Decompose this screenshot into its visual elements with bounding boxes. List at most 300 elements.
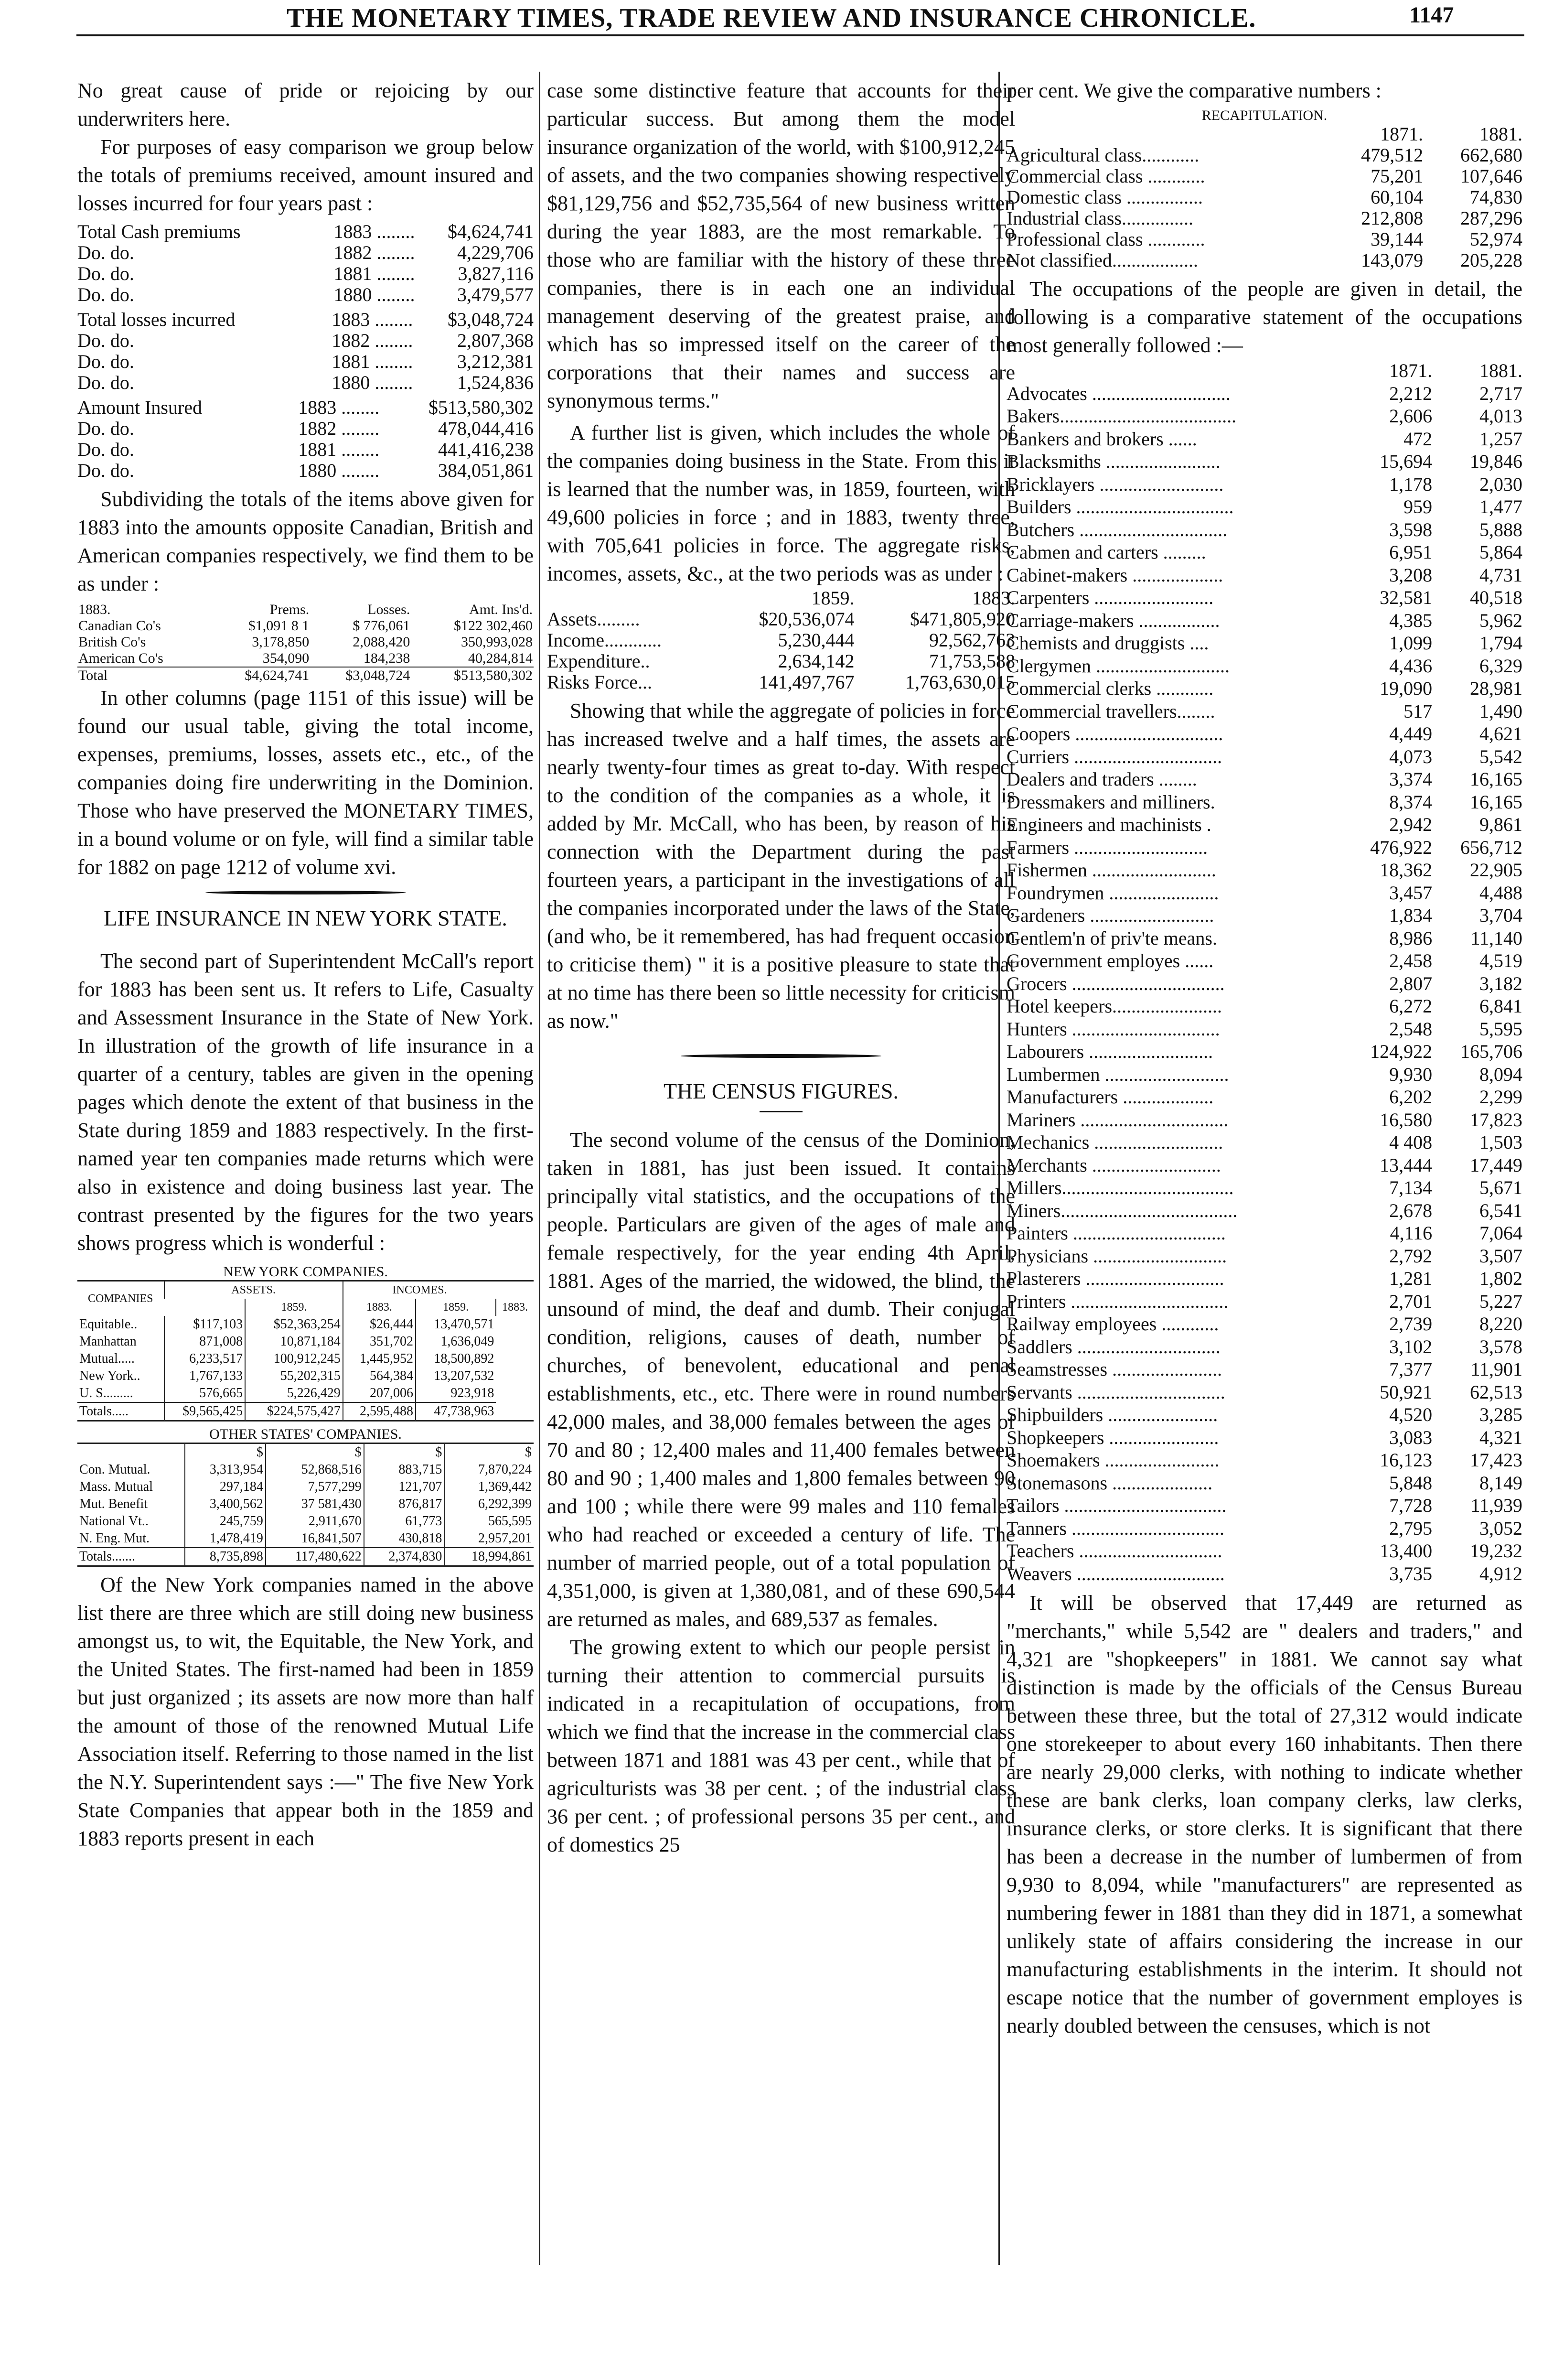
table-cell: Dealers and traders ........ [1007,768,1197,790]
table-cell: 107,646 [1460,165,1522,187]
table-cell: 476,922 [1370,836,1433,858]
table-cell: Totals....... [77,1548,185,1566]
table-cell: 2,795 [1389,1517,1433,1539]
table-cell: Hotel keepers....................... [1007,995,1222,1017]
table-cell: Miners..................................... [1007,1199,1238,1221]
table-cell: Mut. Benefit [79,1497,148,1511]
table-cell: 1,099 [1389,632,1433,654]
table-cell: 4,621 [1479,723,1522,744]
table-cell: $ [266,1444,364,1461]
table-cell: 5,848 [1389,1472,1433,1494]
table-cell: 205,228 [1460,249,1522,271]
table-cell: 16,580 [1380,1109,1433,1131]
column-1 [77,76,534,1852]
table-cell [1007,359,1342,382]
ornamental-rule [681,1054,881,1058]
table-cell: 441,416,238 [438,439,534,460]
table-cell: Commercial travellers........ [1007,700,1215,722]
table-title: NEW YORK COMPANIES. [223,1264,388,1280]
table-row [1007,722,1522,745]
table-row [1007,541,1522,564]
table-row [1007,1449,1522,1472]
table-cell: 2,374,830 [364,1548,445,1566]
table-cell: 2,595,488 [343,1402,416,1421]
paragraph: For purposes of easy comparison we group below the totals of premiums received, amount insured and losses incurred for four years past : [77,135,534,215]
table-cell: $9,565,425 [164,1402,246,1421]
table-row [1007,1086,1522,1109]
table-cell: 212,808 [1361,207,1424,229]
table-cell: 4,229,706 [457,242,534,263]
table-row [547,651,1015,672]
table-cell: 92,562,763 [929,629,1015,651]
column-header: COMPANIES [88,1292,153,1305]
table-cell: 3,507 [1479,1245,1522,1267]
table-cell: 28,981 [1470,678,1522,699]
table-cell: 1881. [1479,360,1522,381]
table-cell: 2,212 [1389,382,1433,404]
table-cell: 2,957,201 [444,1530,534,1548]
table-cell: 117,480,622 [266,1548,364,1566]
table-row [77,667,534,684]
insured-table [77,397,534,481]
table-cell: Labourers .......................... [1007,1041,1213,1062]
table-cell: 1,834 [1389,905,1433,926]
table-cell: 60,104 [1371,186,1424,208]
table-row [1007,927,1522,950]
table-cell: Foundrymen ....................... [1007,882,1219,904]
table-cell: Do. do. [77,263,134,284]
table-cell: 3,208 [1389,564,1433,586]
table-cell: Do. do. [77,242,134,263]
table-cell: Domestic class ................ [1007,186,1203,208]
table-cell: 883,715 [364,1461,445,1478]
table-row [1007,1335,1522,1358]
table-title: RECAPITULATION. [1201,108,1328,123]
table-cell: 141,497,767 [759,671,855,693]
table-row [77,634,534,650]
table-cell: 1859. [416,1299,496,1316]
table-cell: Fishermen .......................... [1007,859,1216,881]
paragraph: It will be observed that 17,449 are returned as "merchants," while 5,542 are " dealers and traders," and 4,321 are "shopkeepers" in 1881. We cannot say what distinction is made by the officials of the Census Bureau between these three, but the total of 27,312 would indicate one storekeeper to about every 160 inhabitants. Then there are nearly 29,000 clerks, with nothing to indicate whether these are bank clerks, loan company clerks, law clerks, insurance clerks, or store clerks. It is significant that there has been a decrease in the number of lumbermen of from 9,930 to 8,094, while "manufacturers" are represented as numbering fewer in 1881 than they did in 1871, a somewhat unlikely state of affairs considering the increase in our manufacturing establishments in the interim. It should not escape notice that the number of government employes is nearly doubled between the censuses, which is not [1007,1591,1522,2037]
table-cell: Advocates ............................. [1007,382,1231,404]
table-cell: 10,871,184 [245,1333,343,1350]
table-cell: $ [364,1444,445,1461]
table-cell: Gentlem'n of priv'te means. [1007,927,1217,949]
table-cell: Do. do. [77,330,134,351]
table-cell: Manufacturers ................... [1007,1086,1214,1108]
table-cell: 7,377 [1389,1358,1433,1380]
table-cell: 2,792 [1389,1245,1433,1267]
table-row [1007,632,1522,655]
table-row [1007,813,1522,836]
table-cell: 37 581,430 [266,1496,364,1513]
table-cell: 1883 ........ [332,309,413,330]
table-cell: 564,384 [343,1368,416,1385]
paragraph: Subdividing the totals of the items above given for 1883 into the amounts opposite Canadian, British and American companies respectively, we find them to be as under : [77,487,534,595]
column-header: ASSETS. [164,1281,343,1299]
table-cell: 1881. [1479,123,1522,145]
table-cell: $122 302,460 [454,618,533,634]
table-row [77,372,534,393]
table-cell: Do. do. [77,351,134,372]
table-row [1007,768,1522,791]
table-cell: 1883. [972,587,1015,609]
table-cell: $52,363,254 [245,1316,343,1333]
table-cell: 2,807 [1389,972,1433,994]
table-row [77,309,534,330]
table-cell: 959 [1403,496,1433,517]
table-cell: $513,580,302 [454,668,533,683]
table-cell: 656,712 [1460,836,1522,858]
table-row [1007,1176,1522,1199]
table-cell: 2,634,142 [778,650,855,672]
table-cell: Not classified.................. [1007,249,1199,271]
section-title: THE CENSUS FIGURES. [663,1079,899,1103]
table-cell: Income............ [547,629,662,651]
table-cell: 4,385 [1389,609,1433,631]
table-cell: 13,207,532 [416,1368,496,1385]
column-2 [547,76,1015,1859]
table-cell: 52,974 [1470,228,1522,250]
table-cell: 1883 ........ [333,221,415,242]
table-cell: 7,728 [1389,1495,1433,1516]
table-cell: 4 408 [1389,1131,1433,1153]
table-cell: 18,994,861 [444,1548,534,1566]
table-cell: 6,202 [1389,1086,1433,1108]
table-cell: Equitable.. [79,1317,138,1332]
table-cell: 4,013 [1479,405,1522,427]
table-cell: 1,445,952 [343,1350,416,1368]
table-cell [77,1444,185,1461]
table-cell: 297,184 [185,1478,266,1496]
table-cell: Do. do. [77,460,134,481]
table-row [1007,450,1522,473]
table-cell: Do. do. [77,439,134,460]
table-cell: $4,624,741 [245,668,310,683]
table-cell: 2,717 [1479,382,1522,404]
table-row [1007,1290,1522,1313]
table-cell: N. Eng. Mut. [79,1531,150,1546]
table-row [77,1368,534,1385]
table-cell: 1883. [78,602,111,617]
table-cell: 1,178 [1389,473,1433,495]
table-row [1007,1494,1522,1517]
table-cell: Carriage-makers ................. [1007,609,1220,631]
table-row [77,1350,534,1368]
table-cell: 4,488 [1479,882,1522,904]
table-cell: Curriers ............................... [1007,745,1222,767]
table-row [547,609,1015,630]
table-cell: 32,581 [1380,587,1433,608]
table-cell: 1,477 [1479,496,1522,517]
table-cell: 55,202,315 [245,1368,343,1385]
table-cell: $471,805,920 [910,608,1015,630]
premiums-table [77,221,534,305]
table-cell: British Co's [78,634,146,650]
ornamental-rule [205,891,406,894]
paragraph: per cent. We give the comparative numbers : [1007,79,1382,102]
table-cell: 61,773 [364,1513,445,1530]
table-cell: 6,329 [1479,655,1522,677]
table-cell: Totals..... [77,1402,164,1421]
table-cell: 16,123 [1380,1449,1433,1471]
table-row [1007,1472,1522,1495]
table-cell: 287,296 [1460,207,1522,229]
table-cell: 17,449 [1470,1154,1522,1176]
table-cell: Do. do. [77,372,134,393]
table-cell: 3,400,562 [185,1496,266,1513]
table-cell: 16,165 [1470,791,1522,813]
table-cell: Canadian Co's [78,618,161,634]
table-cell: 19,090 [1380,678,1433,699]
table-cell: 1859. [245,1299,343,1316]
table-row [77,330,534,351]
table-row [1007,428,1522,451]
table-cell: Con. Mutual. [79,1462,150,1477]
table-row [1007,1267,1522,1290]
table-row [1007,1313,1522,1335]
table-row [1007,700,1522,723]
table-cell: Butchers ............................... [1007,518,1228,540]
table-cell: $20,536,074 [759,608,855,630]
table-row [77,602,534,618]
table-row [1007,655,1522,678]
table-cell: Chemists and druggists .... [1007,632,1209,654]
table-cell: 3,479,577 [457,284,534,305]
table-cell: 923,918 [416,1385,496,1402]
table-cell: Bakers..................................... [1007,405,1237,427]
table-cell: 22,905 [1470,859,1522,881]
table-cell: 13,400 [1380,1540,1433,1562]
table-cell: Millers.................................... [1007,1177,1234,1198]
table-cell: Do. do. [77,284,134,305]
table-cell: Mechanics ........................... [1007,1131,1223,1153]
table-row [1007,1358,1522,1381]
table-cell: $ [185,1444,266,1461]
table-cell: Builders ................................. [1007,496,1234,517]
paragraph: In other columns (page 1151 of this issue) will be found our usual table, giving the total income, expenses, premiums, losses, assets etc., etc., of the companies doing fire underwriting in the Dominion. Those who have preserved the MONETARY TIMES, in a bound volume or on fyle, will find a similar table for 1882 on page 1212 of volume xvi. [77,686,534,879]
table-cell: 8,220 [1479,1313,1522,1335]
table-cell: Amount Insured [77,397,203,418]
table-cell: 4,321 [1479,1426,1522,1448]
paragraph: Of the New York companies named in the above list there are three which are still doing new business amongst us, to wit, the Equitable, the New York, and the United States. The first-named had been in 1859 but just organized ; its assets are now more than half the amount of those of the renowned Mutual Life Association itself. Referring to those named in the list the N.Y. Superintendent says :—" The five New York State Companies that appear both in the 1859 and 1883 reports present in each [77,1573,534,1850]
table-cell: 11,140 [1470,927,1522,949]
table-cell: 165,706 [1460,1041,1522,1062]
table-row [1007,995,1522,1018]
table-cell: 1880 ........ [333,284,415,305]
table-cell: 3,212,381 [457,351,534,372]
paragraph: The growing extent to which our people persist in turning their attention to commercial pursuits is indicated in a recapitulation of occupations, from which we find that the increase in the commercial class between 1871 and 1881 was 43 per cent., while that of agriculturists was 38 per cent. ; of the industrial class 36 per cent. ; of professional persons 35 per cent., and of domestics 25 [547,1636,1015,1856]
table-cell: 3,182 [1479,972,1522,994]
table-cell: 3,285 [1479,1404,1522,1425]
table-row [1007,1540,1522,1562]
table-row [1007,229,1522,250]
aggregate-risks-table [547,588,1015,693]
table-cell: 1881 ........ [298,439,380,460]
table-cell: Government employes ...... [1007,950,1214,971]
table-row [77,1496,534,1513]
paragraph: No great cause of pride or rejoicing by our underwriters here. [77,79,534,130]
table-cell: 17,423 [1470,1449,1522,1471]
table-cell: 1,767,133 [164,1368,246,1385]
table-cell: U. S......... [79,1386,133,1400]
table-row [1007,495,1522,518]
table-row [1007,208,1522,229]
table-row [77,618,534,634]
table-cell: 2,299 [1479,1086,1522,1108]
table-cell: 39,144 [1371,228,1424,250]
table-row [1007,586,1522,609]
table-row [1007,1222,1522,1245]
table-cell: 5,671 [1479,1177,1522,1198]
table-row [77,1513,534,1530]
table-cell: 184,238 [363,650,410,666]
table-row [547,672,1015,693]
table-cell: 1881 ........ [332,351,413,372]
table-cell: $3,048,724 [345,668,410,683]
table-cell [547,588,715,609]
column-header: INCOMES. [343,1281,496,1299]
table-cell: Painters ................................ [1007,1222,1226,1244]
table-cell: Hunters ............................... [1007,1018,1220,1040]
table-cell: Blacksmiths ........................ [1007,451,1221,472]
table-cell: 16,841,507 [266,1530,364,1548]
table-cell: 1883. [496,1299,534,1316]
table-cell: Merchants ........................... [1007,1154,1221,1176]
table-cell: 1,369,442 [444,1478,534,1496]
table-cell: 517 [1403,700,1433,722]
table-cell: Shopkeepers ....................... [1007,1426,1219,1448]
paragraph: Showing that while the aggregate of policies in force has increased twelve and a half times, the assets are nearly twenty-four times as great to-day. With respect to the condition of the companies as a whole, it is added by Mr. McCall, who has been, by reason of his connection with the Department during the past fourteen years, a participant in the investigations of all the companies incorporated under the laws of the State, (and who, be it remembered, has had frequent occasion to criticise them) " it is a positive pleasure to state that at no time has there been so little necessity for criticism as now." [547,699,1015,1033]
table-row [1007,187,1522,208]
table-cell: Gardeners .......................... [1007,905,1214,926]
table-cell: 3,735 [1389,1562,1433,1584]
table-cell: 2,942 [1389,814,1433,835]
page-number: 1147 [1409,2,1454,28]
table-row [1007,1381,1522,1404]
table-cell: 7,064 [1479,1222,1522,1244]
table-cell: 207,006 [343,1385,416,1402]
table-cell: 124,922 [1370,1041,1433,1062]
table-row [77,418,534,439]
table-cell: Mutual..... [79,1351,135,1366]
table-cell: 1,763,630,015 [905,671,1015,693]
table-cell: 354,090 [262,650,310,666]
column-3 [1007,76,1522,2040]
table-row [77,284,534,305]
table-row [1007,166,1522,187]
table-cell: 8,094 [1479,1063,1522,1085]
table-cell: 6,951 [1389,541,1433,563]
table-cell: 4,436 [1389,655,1433,677]
paragraph: The second part of Superintendent McCall's report for 1883 has been sent us. It refers to Life, Casualty and Assessment Insurance in the State of New York. In illustration of the growth of life insurance in a quarter of a century, tables are given in the opening pages which denote the extent of that business in the State during 1859 and 1883 respectively. In the first-named year ten companies made returns which were also in existence and doing business last year. The contrast presented by the figures for the two years shows progress which is wonderful : [77,949,534,1255]
table-row [77,397,534,418]
table-cell: 8,149 [1479,1472,1522,1494]
table-cell: 5,542 [1479,745,1522,767]
table-cell: 1,281 [1389,1268,1433,1289]
table-cell: 5,595 [1479,1018,1522,1040]
table-cell: 472 [1403,428,1433,450]
table-cell: Shoemakers ........................ [1007,1449,1220,1471]
table-cell: 479,512 [1361,144,1424,166]
table-cell: 3,083 [1389,1426,1433,1448]
table-cell: Commercial class ............ [1007,165,1205,187]
table-cell: $ [444,1444,534,1461]
table-cell: 121,707 [364,1478,445,1496]
table-cell: 5,230,444 [778,629,855,651]
table-row [1007,359,1522,382]
table-row [77,1461,534,1478]
table-cell: 3,598 [1389,518,1433,540]
table-cell: Prems. [269,602,310,617]
table-cell: 1871. [1389,360,1433,381]
table-cell: 1882 ........ [332,330,413,351]
short-rule [760,1111,803,1112]
table-cell: New York.. [79,1368,140,1383]
ny-companies-table [77,1280,534,1422]
table-cell: Physicians ............................ [1007,1245,1227,1267]
paragraph: A further list is given, which includes the whole of the companies doing business in the State. From this it is learned that the number was, in 1859, fourteen, with 49,600 policies in force ; and in 1883, twenty three, with 705,641 policies in force. The aggregate risks, incomes, assets, &c., at the two periods was as under : [547,421,1015,585]
table-cell: 1,802 [1479,1268,1522,1289]
table-cell: 1,257 [1479,428,1522,450]
table-cell: 19,232 [1470,1540,1522,1562]
table-row [1007,1426,1522,1449]
recapitulation-table [1007,124,1522,271]
table-cell: Total [78,668,108,683]
page-header [0,0,1553,38]
table-cell: 3,052 [1479,1517,1522,1539]
table-cell: 1,490 [1479,700,1522,722]
table-cell: $ 776,061 [353,618,410,634]
table-row [1007,1562,1522,1585]
table-cell: Carpenters ......................... [1007,587,1214,608]
table-row [1007,564,1522,587]
table-cell: 576,665 [164,1385,246,1402]
table-row [1007,145,1522,166]
running-title: THE MONETARY TIMES, TRADE REVIEW AND INSURANCE CHRONICLE. [287,3,1256,33]
table-cell: 1882 ........ [333,242,415,263]
table-row [77,439,534,460]
table-cell: $1,091 8 1 [248,618,310,634]
table-cell: 1,524,836 [457,372,534,393]
table-cell: Total losses incurred [77,309,236,330]
table-title: OTHER STATES' COMPANIES. [77,1426,534,1444]
table-cell: 8,986 [1389,927,1433,949]
table-row [1007,949,1522,972]
table-cell: 5,962 [1479,609,1522,631]
column-divider [539,72,540,2265]
table-cell: 6,233,517 [164,1350,246,1368]
table-cell: 2,458 [1389,950,1433,971]
table-cell: $3,048,724 [448,309,534,330]
table-cell: 478,044,416 [438,418,534,439]
table-cell: Mariners ............................... [1007,1109,1229,1131]
table-cell: Dressmakers and milliners. [1007,791,1215,813]
table-cell [164,1299,246,1316]
table-cell: Assets......... [547,608,640,630]
table-cell: Risks Force... [547,671,652,693]
table-cell: Farmers ............................ [1007,836,1208,858]
table-cell: 1880 ........ [298,460,380,481]
table-cell: 6,841 [1479,995,1522,1017]
table-cell: Teachers .............................. [1007,1540,1222,1562]
table-row [77,1385,534,1402]
table-cell: 3,374 [1389,768,1433,790]
table-cell: 6,272 [1389,995,1433,1017]
table-cell: 9,861 [1479,814,1522,835]
table-cell: 8,374 [1389,791,1433,813]
table-cell: Professional class ............ [1007,228,1205,250]
